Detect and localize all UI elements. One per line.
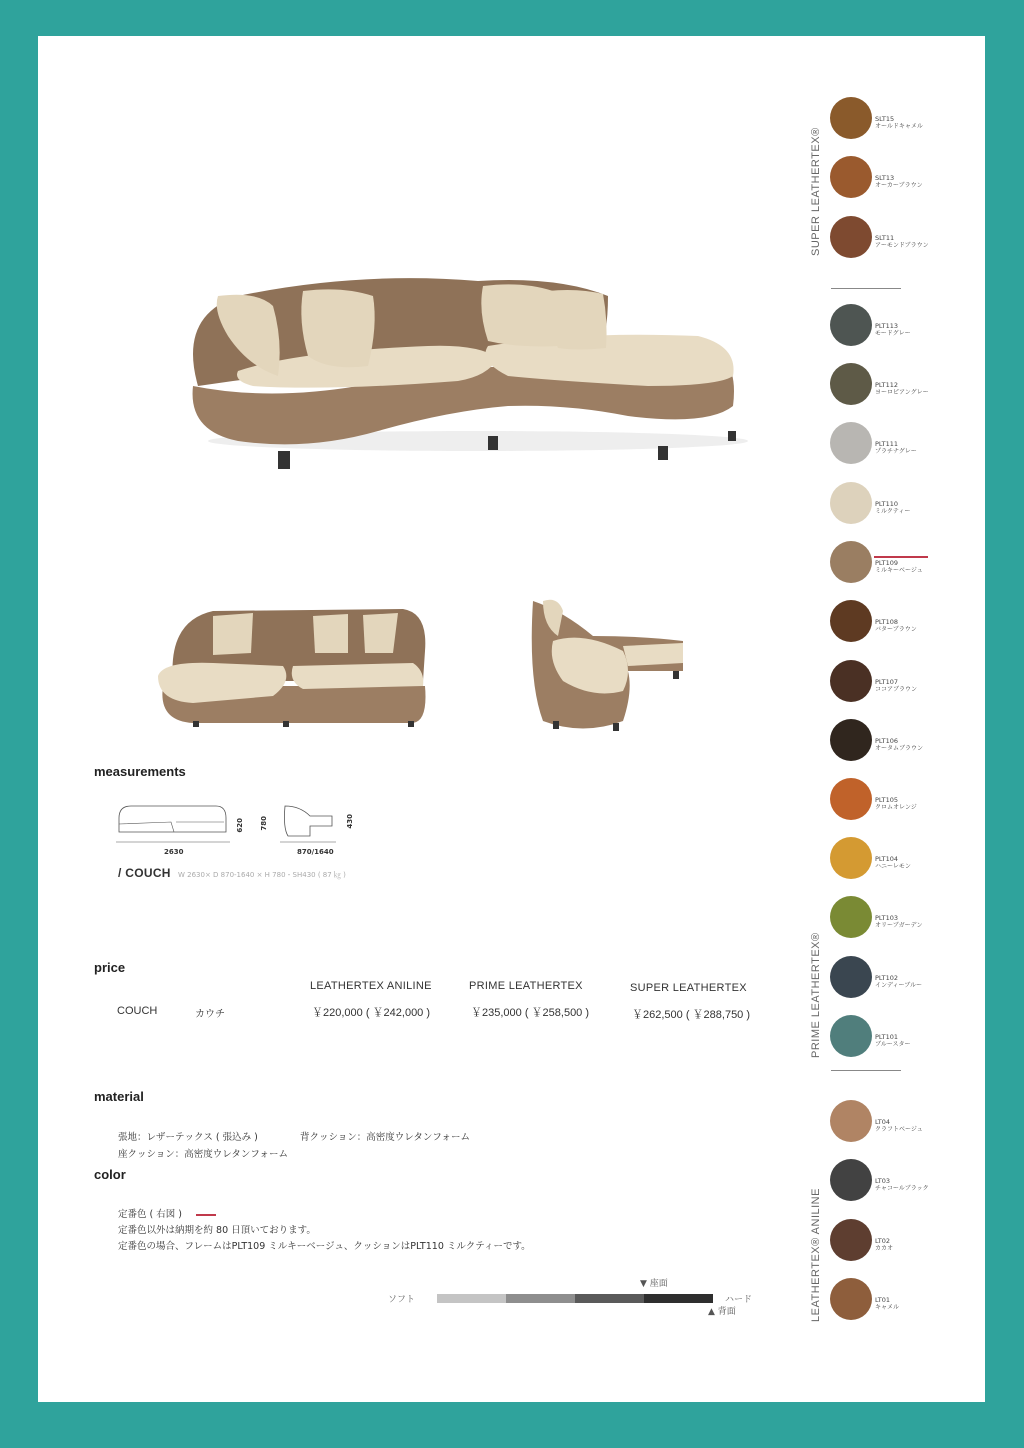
hard-label: ハード: [725, 1295, 753, 1305]
swatch-name: オータムブラウン: [875, 745, 924, 752]
price-row-name-jp: カウチ: [195, 1009, 225, 1020]
swatch-code: LT03: [875, 1177, 890, 1185]
swatch-code: PLT106: [875, 737, 899, 745]
swatch-plt107: [830, 660, 872, 702]
swatch-code: PLT103: [875, 914, 899, 922]
price-header-prime: PRIME LEATHERTEX: [469, 980, 583, 992]
hardness-segment-3: [575, 1294, 644, 1303]
couch-spec: W 2630× D 870-1640 × H 780・SH430 ( 87 ㎏ ): [178, 871, 346, 879]
swatch-code: LT02: [875, 1237, 890, 1245]
color-lead-time-note: 定番色以外は納期を約 80 日頂いております。: [118, 1225, 316, 1236]
side-dimension-drawing: [280, 798, 340, 848]
price-header-aniline: LEATHERTEX ANILINE: [310, 980, 432, 992]
swatch-code: PLT110: [875, 500, 899, 508]
swatch-name: クラフトベージュ: [875, 1126, 923, 1133]
width-dimension: 2630: [164, 848, 184, 856]
swatch-lt03: [830, 1159, 872, 1201]
swatch-plt109: [830, 541, 872, 583]
swatch-name: モードグレー: [875, 330, 911, 337]
swatch-name: ハニーレモン: [875, 863, 911, 870]
prime-leathertex-label: PRIME LEATHERTEX®: [810, 932, 822, 1058]
soft-label: ソフト: [388, 1295, 416, 1305]
swatch-code: LT01: [875, 1296, 890, 1304]
swatch-code: PLT107: [875, 678, 899, 686]
swatch-lt04: [830, 1100, 872, 1142]
swatch-code: SLT11: [875, 234, 895, 242]
group-separator-1: [831, 288, 901, 289]
swatch-lt01: [830, 1278, 872, 1320]
hardness-bar: [437, 1294, 713, 1303]
swatch-code: SLT15: [875, 115, 895, 123]
swatch-name: カカオ: [875, 1245, 894, 1252]
swatch-slt15: [830, 97, 872, 139]
swatch-plt113: [830, 304, 872, 346]
swatch-plt101: [830, 1015, 872, 1057]
material-back-cushion: 背クッション：高密度ウレタンフォーム: [300, 1132, 470, 1143]
back-hardness-label: ▲ 背面: [708, 1307, 736, 1317]
swatch-name: インディーブルー: [875, 982, 922, 989]
color-frame-note: 定番色の場合、フレームはPLT109 ミルキーベージュ、クッションはPLT110 ミルクティーです。: [118, 1241, 531, 1252]
price-value-prime: ￥235,000 ( ￥258,500 ): [471, 1007, 590, 1019]
material-title: material: [94, 1089, 144, 1104]
swatch-plt105: [830, 778, 872, 820]
swatch-name: ブルースター: [875, 1041, 911, 1048]
hardness-segment-4: [644, 1294, 713, 1303]
seat-height-620: 620: [236, 818, 244, 833]
swatch-slt13: [830, 156, 872, 198]
group-separator-2: [831, 1070, 901, 1071]
swatch-code: PLT109: [875, 559, 899, 567]
standard-swatch-marker: [874, 556, 928, 558]
hardness-segment-1: [437, 1294, 506, 1303]
swatch-code: PLT102: [875, 974, 899, 982]
swatch-name: オーカーブラウン: [875, 182, 923, 189]
swatch-name: プラチナグレー: [875, 448, 917, 455]
swatch-name: ミルキーベージュ: [875, 567, 923, 574]
swatch-name: ココアブラウン: [875, 686, 918, 693]
price-title: price: [94, 960, 126, 975]
swatch-name: ヨーロピアングレー: [875, 389, 929, 396]
depth-dimension: 870/1640: [297, 848, 334, 856]
swatch-code: PLT111: [875, 440, 899, 448]
swatch-plt104: [830, 837, 872, 879]
swatch-name: ミルクティー: [875, 508, 911, 515]
swatch-name: チャコールブラック: [875, 1185, 929, 1192]
swatch-name: キャメル: [875, 1304, 900, 1311]
swatch-code: PLT104: [875, 855, 899, 863]
swatch-code: PLT101: [875, 1033, 899, 1041]
price-row-name-en: COUCH: [117, 1005, 158, 1017]
swatch-plt111: [830, 422, 872, 464]
product-sheet: [38, 36, 985, 1402]
swatch-code: PLT112: [875, 381, 899, 389]
standard-color-marker: [196, 1214, 216, 1216]
leathertex-aniline-label: LEATHERTEX® ANILINE: [810, 1188, 822, 1322]
material-upholstery: 張地：レザーテックス ( 張込み ): [118, 1132, 258, 1143]
swatch-plt103: [830, 896, 872, 938]
swatch-plt106: [830, 719, 872, 761]
seat-hardness-label: ▼ 座面: [640, 1279, 668, 1289]
swatch-name: クロムオレンジ: [875, 804, 917, 811]
hardness-segment-2: [506, 1294, 575, 1303]
swatch-plt110: [830, 482, 872, 524]
color-standard-note: 定番色 ( 右図 ): [118, 1209, 182, 1220]
swatch-name: オールドキャメル: [875, 123, 923, 130]
sofa-side-view-image: [523, 581, 693, 741]
color-title: color: [94, 1167, 126, 1182]
material-seat-cushion: 座クッション：高密度ウレタンフォーム: [118, 1149, 288, 1160]
swatch-code: PLT108: [875, 618, 899, 626]
swatch-code: PLT105: [875, 796, 899, 804]
seat-height-430: 430: [346, 814, 354, 829]
front-dimension-drawing: [116, 798, 236, 848]
swatch-code: LT04: [875, 1118, 890, 1126]
swatch-slt11: [830, 216, 872, 258]
swatch-name: オリーブガーデン: [875, 922, 923, 929]
total-height-780: 780: [260, 816, 268, 831]
swatch-plt102: [830, 956, 872, 998]
sofa-main-image: [178, 236, 748, 496]
swatch-name: アーモンドブラウン: [875, 242, 929, 249]
price-value-aniline: ￥220,000 ( ￥242,000 ): [312, 1007, 431, 1019]
price-header-super: SUPER LEATHERTEX: [630, 982, 747, 994]
swatch-lt02: [830, 1219, 872, 1261]
swatch-plt108: [830, 600, 872, 642]
super-leathertex-label: SUPER LEATHERTEX®: [810, 127, 822, 256]
swatch-name: バターブラウン: [875, 626, 917, 633]
swatch-code: SLT13: [875, 174, 895, 182]
swatch-code: PLT113: [875, 322, 899, 330]
swatch-plt112: [830, 363, 872, 405]
couch-name: / COUCH: [118, 866, 171, 880]
measurements-title: measurements: [94, 764, 186, 779]
price-value-super: ￥262,500 ( ￥288,750 ): [632, 1009, 751, 1021]
sofa-front-view-image: [153, 591, 433, 731]
